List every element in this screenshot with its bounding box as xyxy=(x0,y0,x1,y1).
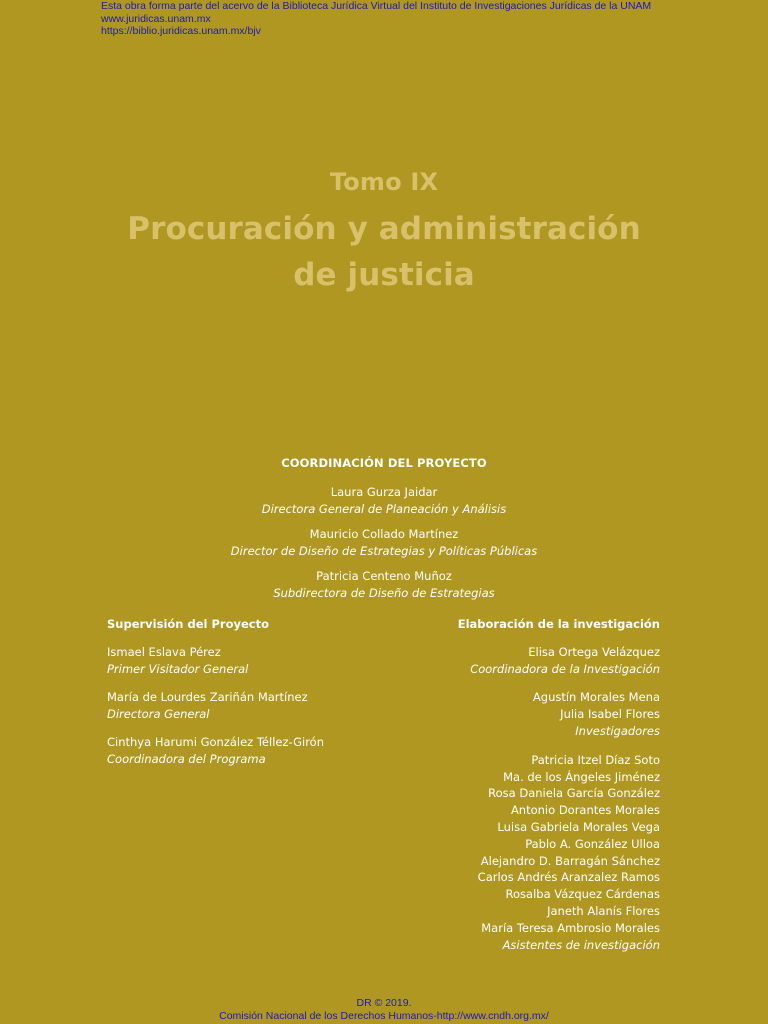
person-name: Elisa Ortega Velázquez xyxy=(528,644,660,659)
assistant-name: Rosalba Vázquez Cárdenas xyxy=(505,887,660,902)
assistant-name: Carlos Andrés Aranzalez Ramos xyxy=(477,870,660,885)
copyright-footer xyxy=(0,997,768,1023)
coordination-heading: COORDINACIÓN DEL PROYECTO xyxy=(281,456,487,470)
juridicas-link[interactable]: www.juridicas.unam.mx xyxy=(101,12,211,25)
person-role: Primer Visitador General xyxy=(107,662,249,676)
title-line-2: de justicia xyxy=(293,257,475,293)
person-name: Laura Gurza Jaidar xyxy=(330,485,438,499)
notice-text: Esta obra forma parte del acervo de la Biblioteca Jurídica Virtual del Instituto de Investigaciones Jurídicas de la UNAM xyxy=(101,0,652,12)
assistant-name: Patricia Itzel Díaz Soto xyxy=(531,752,660,767)
supervision-heading: Supervisión del Proyecto xyxy=(107,617,269,631)
person-name: Patricia Centeno Muñoz xyxy=(316,569,452,583)
page-title xyxy=(0,206,768,298)
person-role: Coordinadora de la Investigación xyxy=(470,661,660,676)
research-coordinator xyxy=(340,644,660,678)
coordination-section xyxy=(0,455,768,610)
coordination-person xyxy=(0,568,768,602)
researchers-role: Investigadores xyxy=(575,723,660,738)
coordination-person xyxy=(0,526,768,560)
volume-label: Tomo IX xyxy=(329,168,439,196)
researcher-name: Julia Isabel Flores xyxy=(560,707,660,722)
assistant-name: Luisa Gabriela Morales Vega xyxy=(497,819,660,834)
copyright-text: DR © 2019. xyxy=(356,997,412,1009)
assistant-name: Pablo A. González Ulloa xyxy=(525,836,660,851)
bjv-link[interactable]: https://biblio.juridicas.unam.mx/bjv xyxy=(101,25,261,37)
library-notice xyxy=(101,0,651,38)
assistant-name: María Teresa Ambrosio Morales xyxy=(481,920,660,935)
person-name: Ismael Eslava Pérez xyxy=(107,645,221,659)
person-role: Coordinadora del Programa xyxy=(107,752,266,766)
elaboration-heading: Elaboración de la investigación xyxy=(457,617,660,631)
title-line-1: Procuración y administración xyxy=(127,211,641,247)
assistant-name: Janeth Alanís Flores xyxy=(547,903,660,918)
assistant-name: Alejandro D. Barragán Sánchez xyxy=(480,853,660,868)
assistant-name: Antonio Dorantes Morales xyxy=(510,803,660,818)
assistants-role: Asistentes de investigación xyxy=(502,937,660,952)
researchers-group xyxy=(340,689,660,739)
assistants-group xyxy=(340,752,660,954)
cndh-link[interactable]: Comisión Nacional de los Derechos Humanos-http://www.cndh.org.mx/ xyxy=(219,1010,549,1022)
person-role: Directora General de Planeación y Análisis xyxy=(261,502,507,516)
person-name: Mauricio Collado Martínez xyxy=(309,527,459,541)
person-name: Cinthya Harumi González Téllez-Girón xyxy=(107,735,324,749)
person-role: Subdirectora de Diseño de Estrategias xyxy=(273,586,495,600)
researcher-name: Agustín Morales Mena xyxy=(532,690,660,705)
person-name: María de Lourdes Zariñán Martínez xyxy=(107,690,308,704)
assistant-name: Rosa Daniela García González xyxy=(488,786,660,801)
assistant-name: Ma. de los Ángeles Jiménez xyxy=(503,769,660,784)
coordination-person xyxy=(0,484,768,518)
person-role: Director de Diseño de Estrategias y Políticas Públicas xyxy=(230,544,538,558)
elaboration-section xyxy=(340,616,660,965)
person-role: Directora General xyxy=(107,707,210,721)
